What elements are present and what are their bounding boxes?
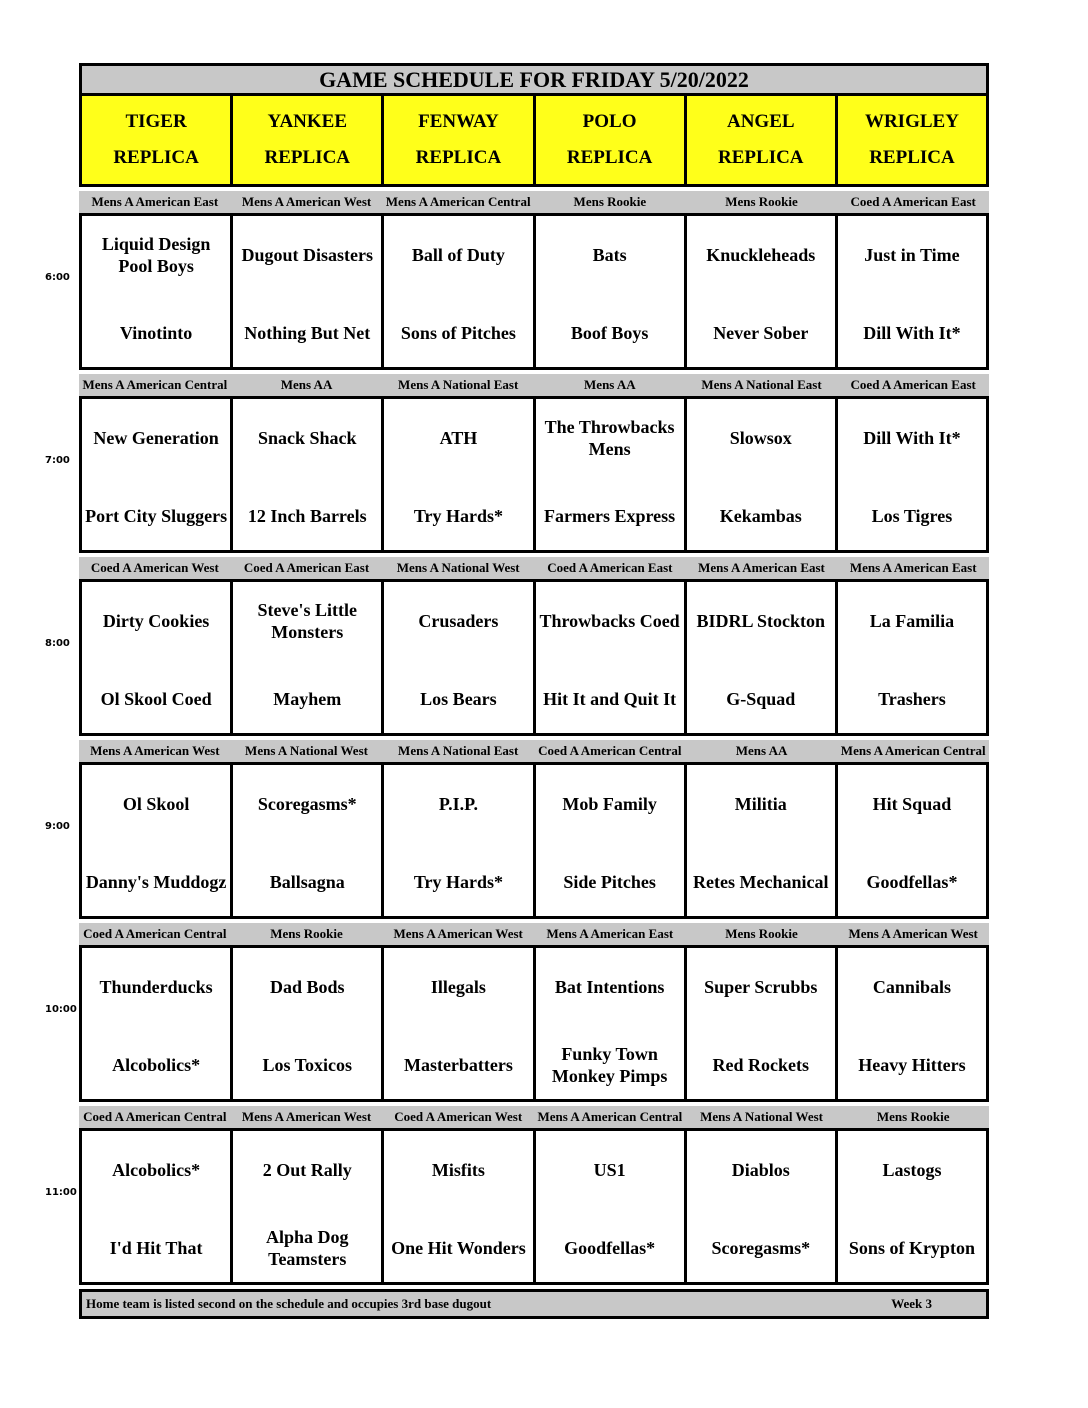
away-team: Bats bbox=[592, 245, 627, 265]
division-label: Mens A American West bbox=[393, 926, 523, 941]
division-label: Mens A American Central bbox=[82, 377, 228, 392]
home-team: Danny's Muddogz bbox=[85, 872, 227, 892]
away-team: P.I.P. bbox=[438, 794, 479, 814]
division-label: Coed A American East bbox=[547, 560, 673, 575]
home-team: Try Hards* bbox=[413, 506, 504, 526]
division-label: Mens AA bbox=[735, 743, 788, 758]
game-cell bbox=[536, 1128, 687, 1285]
home-team: Boof Boys bbox=[570, 323, 649, 343]
away-team: Slowsox bbox=[729, 428, 792, 448]
division-label: Mens A American Central bbox=[840, 743, 986, 758]
games-row bbox=[45, 945, 989, 1102]
home-team: Red Rockets bbox=[712, 1055, 810, 1075]
field-header bbox=[79, 96, 233, 187]
division-label: Coed A American West bbox=[394, 1109, 523, 1124]
away-team: ATH bbox=[439, 428, 478, 448]
division-label: Mens A American Central bbox=[537, 1109, 683, 1124]
field-header-row bbox=[79, 96, 989, 187]
away-team: Mob Family bbox=[562, 794, 657, 814]
time-label: 7:00 bbox=[45, 455, 70, 466]
away-team: Dad Bods bbox=[269, 977, 345, 997]
division-label: Coed A American West bbox=[90, 560, 219, 575]
game-cell bbox=[384, 945, 535, 1102]
game-cell bbox=[838, 1128, 989, 1285]
away-team: Hit Squad bbox=[872, 794, 952, 814]
game-cell bbox=[233, 213, 384, 370]
home-team: Los Toxicos bbox=[262, 1055, 353, 1075]
home-team: Los Tigres bbox=[871, 506, 953, 526]
game-cell bbox=[233, 396, 384, 553]
field-header bbox=[687, 96, 838, 187]
away-team: La Familia bbox=[869, 611, 955, 631]
game-cell bbox=[687, 762, 838, 919]
division-row bbox=[79, 557, 989, 579]
home-team: Ol Skool Coed bbox=[100, 689, 212, 709]
time-slot bbox=[45, 191, 989, 370]
away-team: Alcobolics* bbox=[112, 1160, 201, 1180]
game-cell bbox=[79, 579, 233, 736]
time-slot bbox=[45, 1106, 989, 1285]
division-row bbox=[79, 740, 989, 762]
division-label: Mens AA bbox=[280, 377, 333, 392]
division-label: Coed A American Central bbox=[83, 1109, 227, 1124]
away-team: New Generation bbox=[93, 428, 219, 448]
away-team: Thunderducks bbox=[99, 977, 213, 997]
time-label: 8:00 bbox=[45, 638, 70, 649]
home-team: Goodfellas* bbox=[866, 872, 958, 892]
away-team: Super Scrubbs bbox=[704, 977, 818, 997]
home-team: Farmers Express bbox=[544, 506, 676, 526]
division-label: Mens A National East bbox=[398, 377, 519, 392]
home-team: G-Squad bbox=[726, 689, 796, 709]
division-label: Mens A American East bbox=[698, 560, 825, 575]
games-row bbox=[45, 1128, 989, 1285]
page-title: GAME SCHEDULE FOR FRIDAY 5/20/2022 bbox=[79, 63, 989, 96]
away-team: Dirty Cookies bbox=[102, 611, 210, 631]
field-header bbox=[838, 96, 989, 187]
game-cell bbox=[687, 1128, 838, 1285]
division-label: Mens Rookie bbox=[725, 194, 798, 209]
time-label: 6:00 bbox=[45, 272, 70, 283]
game-cell bbox=[838, 396, 989, 553]
home-team: Retes Mechanical bbox=[693, 872, 829, 892]
time-slots bbox=[45, 191, 989, 1285]
division-label: Mens AA bbox=[584, 377, 636, 392]
division-label: Mens A American West bbox=[848, 926, 978, 941]
home-team: Funky Town Monkey Pimps bbox=[551, 1044, 668, 1086]
division-row bbox=[79, 1106, 989, 1128]
division-label: Mens A American East bbox=[849, 560, 977, 575]
time-label: 9:00 bbox=[45, 821, 70, 832]
field-subtitle: REPLICA bbox=[566, 147, 653, 169]
division-label: Mens Rookie bbox=[270, 926, 343, 941]
game-cell bbox=[536, 945, 687, 1102]
game-cell bbox=[838, 213, 989, 370]
division-label: Mens A American West bbox=[90, 743, 220, 758]
home-team: Hit It and Quit It bbox=[543, 689, 677, 709]
home-team: 12 Inch Barrels bbox=[247, 506, 367, 526]
game-cell bbox=[536, 762, 687, 919]
division-label: Mens A American East bbox=[546, 926, 674, 941]
schedule-sheet bbox=[45, 63, 989, 1319]
game-cell bbox=[687, 945, 838, 1102]
field-subtitle: REPLICA bbox=[718, 147, 804, 169]
away-team: The Throwbacks Mens bbox=[544, 417, 675, 459]
game-cell bbox=[687, 579, 838, 736]
game-cell bbox=[384, 762, 535, 919]
footer-bar bbox=[79, 1289, 989, 1319]
home-team: Los Bears bbox=[420, 689, 497, 709]
home-team: Sons of Krypton bbox=[848, 1238, 975, 1258]
away-team: Just in Time bbox=[864, 245, 960, 265]
field-subtitle: REPLICA bbox=[869, 147, 955, 169]
game-cell bbox=[79, 762, 233, 919]
away-team: Misfits bbox=[431, 1160, 485, 1180]
field-name: ANGEL bbox=[726, 110, 795, 132]
field-subtitle: REPLICA bbox=[113, 147, 199, 169]
game-cell bbox=[384, 579, 535, 736]
field-name: WRIGLEY bbox=[864, 110, 959, 132]
home-team: Masterbatters bbox=[403, 1055, 513, 1075]
game-cell bbox=[79, 945, 233, 1102]
division-label: Coed A American Central bbox=[538, 743, 682, 758]
field-header bbox=[384, 96, 535, 187]
division-label: Mens A American East bbox=[91, 194, 219, 209]
game-cell bbox=[79, 396, 233, 553]
home-team: Goodfellas* bbox=[564, 1238, 656, 1258]
game-cell bbox=[536, 396, 687, 553]
game-cell bbox=[79, 213, 233, 370]
away-team: Throwbacks Coed bbox=[539, 611, 680, 631]
division-label: Mens Rookie bbox=[725, 926, 798, 941]
home-team: Mayhem bbox=[273, 689, 342, 709]
division-label: Mens A National West bbox=[700, 1109, 823, 1124]
division-row bbox=[79, 374, 989, 396]
week-label: Week 3 bbox=[891, 1296, 932, 1311]
away-team: Lastogs bbox=[882, 1160, 942, 1180]
away-team: Knuckleheads bbox=[706, 245, 816, 265]
home-team: Vinotinto bbox=[119, 323, 193, 343]
home-team: Ballsagna bbox=[269, 872, 345, 892]
home-team: Alpha Dog Teamsters bbox=[265, 1227, 349, 1269]
away-team: Bat Intentions bbox=[554, 977, 665, 997]
game-cell bbox=[838, 945, 989, 1102]
game-cell bbox=[536, 579, 687, 736]
field-name: TIGER bbox=[125, 110, 187, 132]
time-label: 10:00 bbox=[45, 1004, 77, 1015]
field-name: POLO bbox=[582, 110, 637, 132]
game-cell bbox=[838, 762, 989, 919]
away-team: Militia bbox=[734, 794, 787, 814]
division-label: Mens A National East bbox=[701, 377, 822, 392]
away-team: Crusaders bbox=[418, 611, 499, 631]
division-label: Mens A National West bbox=[396, 560, 520, 575]
home-team: Side Pitches bbox=[563, 872, 656, 892]
home-team: Nothing But Net bbox=[244, 323, 371, 343]
away-team: Scoregasms* bbox=[257, 794, 357, 814]
division-label: Mens A American Central bbox=[385, 194, 531, 209]
division-row bbox=[79, 923, 989, 945]
division-label: Coed A American East bbox=[850, 194, 976, 209]
away-team: US1 bbox=[593, 1160, 626, 1180]
field-subtitle: REPLICA bbox=[264, 147, 351, 169]
division-label: Coed A American Central bbox=[83, 926, 227, 941]
time-slot bbox=[45, 740, 989, 919]
home-team: I'd Hit That bbox=[109, 1238, 203, 1258]
game-cell bbox=[233, 1128, 384, 1285]
division-label: Mens A National East bbox=[398, 743, 519, 758]
home-team: Never Sober bbox=[713, 323, 809, 343]
game-cell bbox=[233, 945, 384, 1102]
time-slot bbox=[45, 923, 989, 1102]
division-row bbox=[79, 191, 989, 213]
game-cell bbox=[79, 1128, 233, 1285]
field-name: YANKEE bbox=[267, 110, 348, 132]
home-team: One Hit Wonders bbox=[391, 1238, 526, 1258]
field-name: FENWAY bbox=[418, 110, 499, 132]
away-team: Snack Shack bbox=[257, 428, 357, 448]
time-slot bbox=[45, 374, 989, 553]
away-team: Ball of Duty bbox=[411, 245, 505, 265]
time-label: 11:00 bbox=[45, 1187, 77, 1198]
away-team: Steve's Little Monsters bbox=[257, 600, 357, 642]
games-row bbox=[45, 762, 989, 919]
division-label: Mens A American West bbox=[241, 194, 372, 209]
home-team: Sons of Pitches bbox=[400, 323, 516, 343]
home-team: Kekambas bbox=[719, 506, 802, 526]
away-team: Ol Skool bbox=[122, 794, 190, 814]
game-cell bbox=[687, 396, 838, 553]
time-slot bbox=[45, 557, 989, 736]
field-header bbox=[536, 96, 687, 187]
games-row bbox=[45, 396, 989, 553]
game-cell bbox=[536, 213, 687, 370]
division-label: Mens A American West bbox=[241, 1109, 372, 1124]
away-team: BIDRL Stockton bbox=[696, 611, 826, 631]
games-row bbox=[45, 213, 989, 370]
game-cell bbox=[233, 579, 384, 736]
home-team: Try Hards* bbox=[413, 872, 504, 892]
games-row bbox=[45, 579, 989, 736]
game-cell bbox=[384, 213, 535, 370]
away-team: Diablos bbox=[731, 1160, 790, 1180]
footer-note: Home team is listed second on the schedule and occupies 3rd base dugout bbox=[86, 1296, 492, 1311]
home-team: Heavy Hitters bbox=[858, 1055, 966, 1075]
division-label: Mens Rookie bbox=[876, 1109, 950, 1124]
away-team: Liquid Design Pool Boys bbox=[101, 234, 211, 276]
away-team: Cannibals bbox=[872, 977, 951, 997]
home-team: Scoregasms* bbox=[711, 1238, 811, 1258]
away-team: Dill With It* bbox=[863, 428, 961, 448]
field-header bbox=[233, 96, 384, 187]
home-team: Dill With It* bbox=[863, 323, 961, 343]
home-team: Port City Sluggers bbox=[85, 506, 228, 526]
home-team: Alcobolics* bbox=[112, 1055, 201, 1075]
game-cell bbox=[687, 213, 838, 370]
field-subtitle: REPLICA bbox=[415, 147, 502, 169]
away-team: Dugout Disasters bbox=[241, 245, 374, 265]
away-team: 2 Out Rally bbox=[262, 1160, 352, 1180]
game-cell bbox=[838, 579, 989, 736]
game-cell bbox=[384, 1128, 535, 1285]
division-label: Coed A American East bbox=[243, 560, 370, 575]
game-cell bbox=[233, 762, 384, 919]
home-team: Trashers bbox=[878, 689, 946, 709]
division-label: Coed A American East bbox=[850, 377, 976, 392]
game-cell bbox=[384, 396, 535, 553]
division-label: Mens A National West bbox=[245, 743, 368, 758]
division-label: Mens Rookie bbox=[573, 194, 647, 209]
away-team: Illegals bbox=[430, 977, 486, 997]
